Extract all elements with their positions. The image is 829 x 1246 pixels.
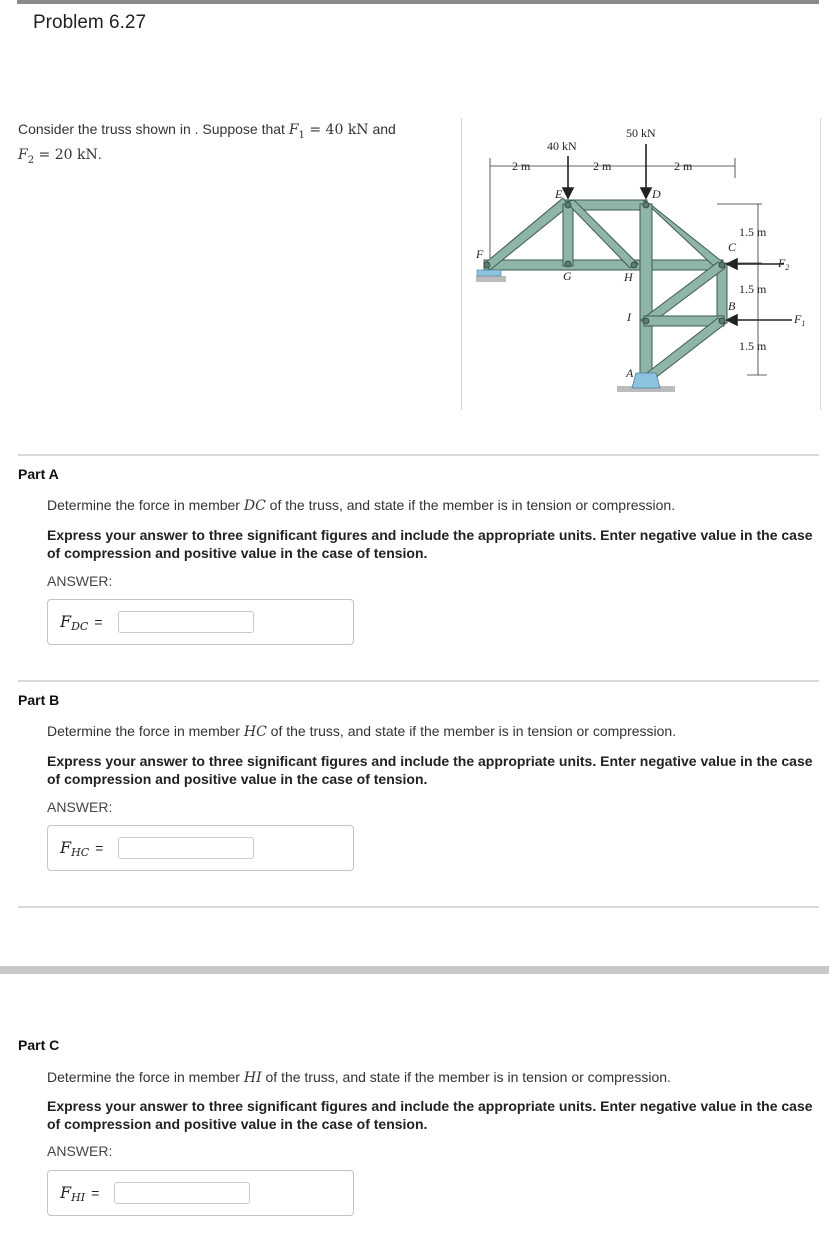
span-1-label: 2 m [512,159,531,173]
part-c-prompt [47,1069,671,1086]
part-b-prompt [47,723,676,740]
part-c-label: Part C [18,1037,60,1053]
f2-value: = 20 kN [34,146,98,163]
divider-1 [18,454,819,456]
part-a-prompt-2: of the truss, and state if the member is in tension or compression. [265,497,676,513]
part-b-prompt-1: Determine the force in member [47,723,244,739]
part-c-instructions: Express your answer to three significant figures and include the appropriate units. Enter negative value in the case of compression and positive value in the case of tension. [47,1098,813,1132]
force-F2-label: $F_2$ [778,256,790,272]
node-F-label: F [476,247,484,261]
f1-value: = 40 kN [304,122,369,138]
part-a-instructions: Express your answer to three significant figures and include the appropriate units. Enter negative value in the case of compression and positive value in the case of tension. [47,527,813,561]
span-2-label: 2 m [593,159,612,173]
node-I-label: I [627,310,631,324]
f1-symbol: F [288,122,299,138]
load-40-label: 40 kN [547,139,577,153]
part-a-prompt-1: Determine the force in member [47,497,244,513]
part-c-prompt-2: of the truss, and state if the member is in tension or compression. [261,1069,671,1085]
force-F1-label: $F_1$ [794,312,806,328]
intro-text-2: and [368,121,396,137]
height-1-label: 1.5 m [739,225,767,239]
node-G-label: G [563,269,572,283]
intro-text-1: Consider the truss shown in . Suppose that [18,121,289,137]
part-b-answer-box [47,825,354,871]
part-a-variable: $F_{DC}$ = [60,612,103,633]
part-b-prompt-2: of the truss, and state if the member is in tension or compression. [266,723,677,739]
part-a-answer-label: ANSWER: [47,573,113,589]
part-a-member: DC [243,498,266,514]
part-c-member: HI [243,1070,262,1086]
ground-left [476,276,506,282]
height-2-label: 1.5 m [739,282,767,296]
node-B-label: B [728,299,736,313]
part-b-variable: $F_{HC}$ = [60,838,104,859]
node-E-label: E [555,187,563,201]
intro-text-3: . [97,145,102,162]
pin-support-A [632,373,660,388]
problem-title: Problem 6.27 [33,12,147,33]
divider-3 [18,906,819,908]
truss-diagram [462,118,820,410]
part-c-answer-input[interactable] [114,1182,250,1204]
part-b-answer-input[interactable] [118,837,254,859]
roller-support-F [477,270,501,276]
part-a-prompt [47,497,675,514]
f1-sub: 1 [298,129,305,141]
divider-2 [18,680,819,682]
truss-figure [461,118,821,410]
part-a-label: Part A [18,466,59,482]
part-c-prompt-1: Determine the force in member [47,1069,244,1085]
node-H-label: H [624,270,633,284]
part-b-instructions: Express your answer to three significant figures and include the appropriate units. Enter negative value in the case of compression and positive value in the case of tension. [47,753,813,787]
f2-symbol: F [18,146,28,163]
part-c-variable: $F_{HI}$ = [60,1183,100,1204]
f2-sub: 2 [27,154,35,166]
part-c-answer-box [47,1170,354,1216]
part-b-answer-label: ANSWER: [47,799,113,815]
problem-statement [18,120,438,170]
part-c-answer-label: ANSWER: [47,1143,113,1159]
span-3-label: 2 m [674,159,693,173]
part-b-member: HC [243,724,267,740]
page-break-bar [0,966,829,974]
node-C-label: C [728,240,737,254]
node-A-label: A [626,366,634,380]
part-a-answer-input[interactable] [118,611,254,633]
part-b-label: Part B [18,692,60,708]
height-3-label: 1.5 m [739,339,767,353]
load-50-label: 50 kN [626,126,656,140]
part-a-answer-box [47,599,354,645]
top-border [17,0,819,4]
node-D-label: D [652,187,661,201]
